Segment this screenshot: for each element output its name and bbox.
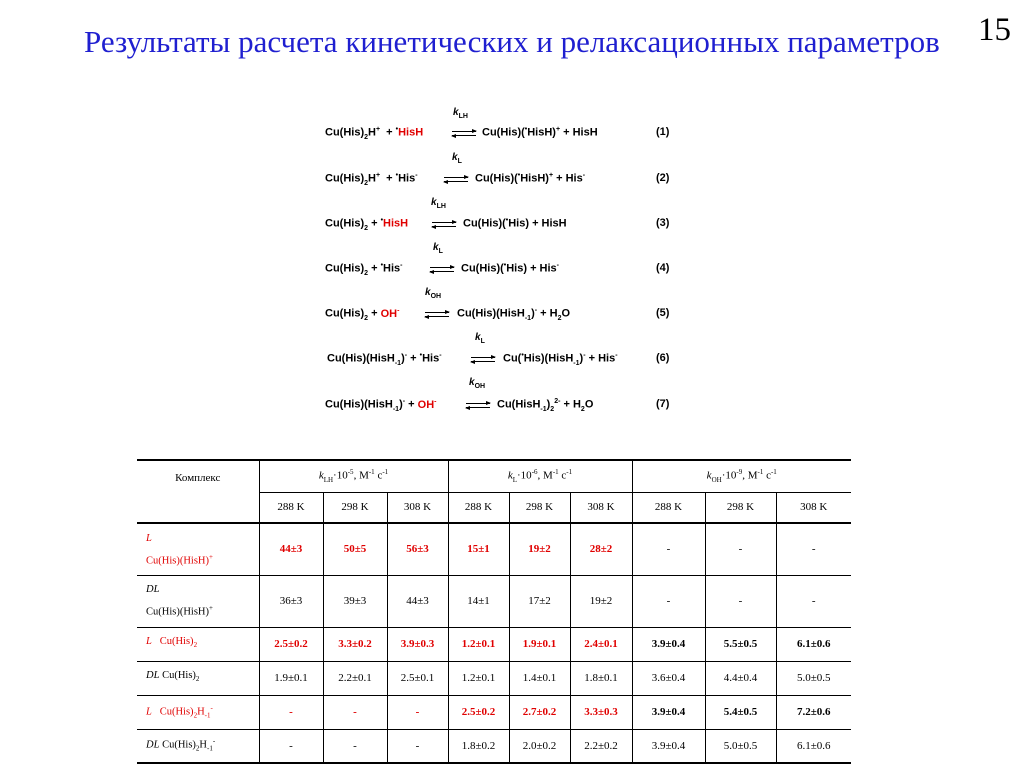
reaction-5-lhs: $Cu(His)_2 + OH^-$	[325, 307, 400, 322]
table-cell: 1.4±0.1	[509, 661, 570, 695]
table-cell: 1.8±0.1	[570, 661, 632, 695]
table-cell: 39±3	[323, 575, 387, 627]
reaction-3-rhs: Cu(His)(•His) + HisH	[463, 217, 567, 230]
temp-header: 288 K	[448, 492, 509, 523]
reaction-3-lhs: $Cu(His)_2$ + •HisH	[325, 217, 409, 232]
reaction-4-lhs: $Cu(His)_2 + ^•His^-$	[325, 262, 403, 277]
table-cell: -	[387, 729, 448, 763]
table-cell: 6.1±0.6	[776, 627, 851, 661]
table-cell: 1.9±0.1	[509, 627, 570, 661]
reaction-5-rhs: Cu(His)(HisH$_{-1}$)- + $H_2O$	[457, 307, 571, 322]
table-cell: 1.8±0.2	[448, 729, 509, 763]
table-cell: 3.9±0.4	[632, 729, 705, 763]
reaction-6-lhs: Cu(His)(HisH$_{-1}$)- + •His-	[327, 352, 442, 367]
kl-header: $k_L\cdot 10^{-6}$, $М^{-1}$ $с^{-1}$	[448, 460, 632, 492]
table-row	[137, 695, 851, 729]
table-cell: 3.9±0.4	[632, 627, 705, 661]
table-cell: -	[705, 575, 776, 627]
reaction-2-lhs: $Cu(His)_2H^+ + ^•His^-$	[325, 172, 418, 187]
equilibrium-arrow-icon	[466, 402, 490, 409]
equilibrium-arrow-icon	[452, 130, 476, 137]
table-cell: -	[632, 523, 705, 575]
temp-header: 308 K	[570, 492, 632, 523]
reaction-number: (2)	[656, 172, 670, 184]
table-cell: 44±3	[387, 575, 448, 627]
temp-header: 298 K	[509, 492, 570, 523]
reaction-number: (3)	[656, 217, 670, 229]
table-row	[137, 627, 851, 661]
table-cell: -	[632, 575, 705, 627]
table-cell: 3.3±0.3	[570, 695, 632, 729]
table-cell: 2.5±0.2	[448, 695, 509, 729]
table-cell: 5.5±0.5	[705, 627, 776, 661]
table-cell: 2.5±0.1	[387, 661, 448, 695]
table-cell: 14±1	[448, 575, 509, 627]
rate-constant-label: $k_{LH}$	[453, 107, 468, 120]
rate-constant-label: $k_{OH}$	[425, 287, 442, 300]
table-row	[137, 661, 851, 695]
table-cell: 1.2±0.1	[448, 627, 509, 661]
reaction-number: (6)	[656, 352, 670, 364]
temp-header: 308 K	[776, 492, 851, 523]
table-header-row	[137, 460, 851, 492]
complex-label: DL $Cu(His)_2H_{-1}^-$	[137, 729, 259, 763]
table-row	[137, 523, 851, 575]
table-cell: 44±3	[259, 523, 323, 575]
table-cell: 6.1±0.6	[776, 729, 851, 763]
kinetics-table	[137, 459, 851, 764]
table-cell: 56±3	[387, 523, 448, 575]
table-cell: 4.4±0.4	[705, 661, 776, 695]
koh-header: $k_{OH}\cdot 10^{-9}$, $М^{-1}$ $с^{-1}$	[632, 460, 851, 492]
reaction-7-rhs: $Cu(HisH_{-1})_2^{2-} + H_2O$	[497, 398, 594, 413]
table-cell: -	[387, 695, 448, 729]
table-cell: 2.0±0.2	[509, 729, 570, 763]
klh-header: $k_{LH}\cdot 10^{-5}$, $М^{-1}$ $с^{-1}$	[259, 460, 448, 492]
reaction-number: (7)	[656, 398, 670, 410]
table-cell: 36±3	[259, 575, 323, 627]
table-cell: 28±2	[570, 523, 632, 575]
table-cell: 17±2	[509, 575, 570, 627]
rate-constant-label: $k_{LH}$	[431, 197, 446, 210]
table-cell: 2.4±0.1	[570, 627, 632, 661]
table-cell: 50±5	[323, 523, 387, 575]
table-cell: 1.2±0.1	[448, 661, 509, 695]
temp-header: 308 K	[387, 492, 448, 523]
complex-label: DL Cu(His)(HisH)+	[137, 575, 259, 627]
complex-header: Комплекс	[137, 460, 259, 523]
equilibrium-arrow-icon	[432, 221, 456, 228]
rate-constant-label: $k_L$	[452, 152, 462, 165]
table-cell: 3.6±0.4	[632, 661, 705, 695]
table-cell: 2.2±0.1	[323, 661, 387, 695]
table-cell: 5.0±0.5	[776, 661, 851, 695]
complex-label: L $Cu(His)_2H_{-1}^-$	[137, 695, 259, 729]
table-cell: 2.5±0.2	[259, 627, 323, 661]
table-cell: -	[776, 523, 851, 575]
slide-title: Результаты расчета кинетических и релаксационных параметров	[84, 24, 940, 59]
page-number: 15	[978, 12, 1011, 48]
equilibrium-arrow-icon	[430, 266, 454, 273]
table-cell: 5.4±0.5	[705, 695, 776, 729]
table-cell: 5.0±0.5	[705, 729, 776, 763]
table-cell: 2.7±0.2	[509, 695, 570, 729]
reaction-4-rhs: Cu(His)(•His) + His-	[461, 262, 560, 275]
table-cell: 3.9±0.3	[387, 627, 448, 661]
table-row	[137, 729, 851, 763]
table-cell: 2.2±0.2	[570, 729, 632, 763]
table-cell: -	[323, 729, 387, 763]
temp-header: 288 K	[632, 492, 705, 523]
table-cell: -	[705, 523, 776, 575]
reaction-number: (1)	[656, 126, 670, 138]
complex-label: DL $Cu(His)_2$	[137, 661, 259, 695]
complex-label: L $Cu(His)_2$	[137, 627, 259, 661]
rate-constant-label: $k_{OH}$	[469, 377, 486, 390]
reaction-number: (4)	[656, 262, 670, 274]
temp-header: 298 K	[323, 492, 387, 523]
equilibrium-arrow-icon	[425, 311, 449, 318]
table-cell: 1.9±0.1	[259, 661, 323, 695]
table-row	[137, 575, 851, 627]
table-cell: -	[776, 575, 851, 627]
rate-constant-label: $k_L$	[475, 332, 485, 345]
temp-header: 298 K	[705, 492, 776, 523]
reaction-1-rhs: Cu(His)(•HisH)+ + HisH	[482, 126, 598, 139]
table-cell: 3.3±0.2	[323, 627, 387, 661]
table-cell: 19±2	[509, 523, 570, 575]
rate-constant-label: $k_L$	[433, 242, 443, 255]
table-cell: 7.2±0.6	[776, 695, 851, 729]
table-cell: -	[259, 729, 323, 763]
reaction-7-lhs: Cu(His)(HisH$_{-1}$)- + OH-	[325, 398, 437, 413]
table-cell: -	[323, 695, 387, 729]
complex-label: L Cu(His)(HisH)+	[137, 523, 259, 575]
table-cell: 3.9±0.4	[632, 695, 705, 729]
table-cell: 19±2	[570, 575, 632, 627]
equilibrium-arrow-icon	[444, 176, 468, 183]
table-cell: -	[259, 695, 323, 729]
reaction-2-rhs: Cu(His)(•HisH)+ + His-	[475, 172, 586, 185]
table-cell: 15±1	[448, 523, 509, 575]
reaction-number: (5)	[656, 307, 670, 319]
temp-header: 288 K	[259, 492, 323, 523]
reaction-1-lhs: $Cu(His)_2H^+$ + •HisH	[325, 126, 424, 141]
reaction-6-rhs: Cu(•His)(HisH$_{-1}$)- + His-	[503, 352, 618, 367]
equilibrium-arrow-icon	[471, 356, 495, 363]
